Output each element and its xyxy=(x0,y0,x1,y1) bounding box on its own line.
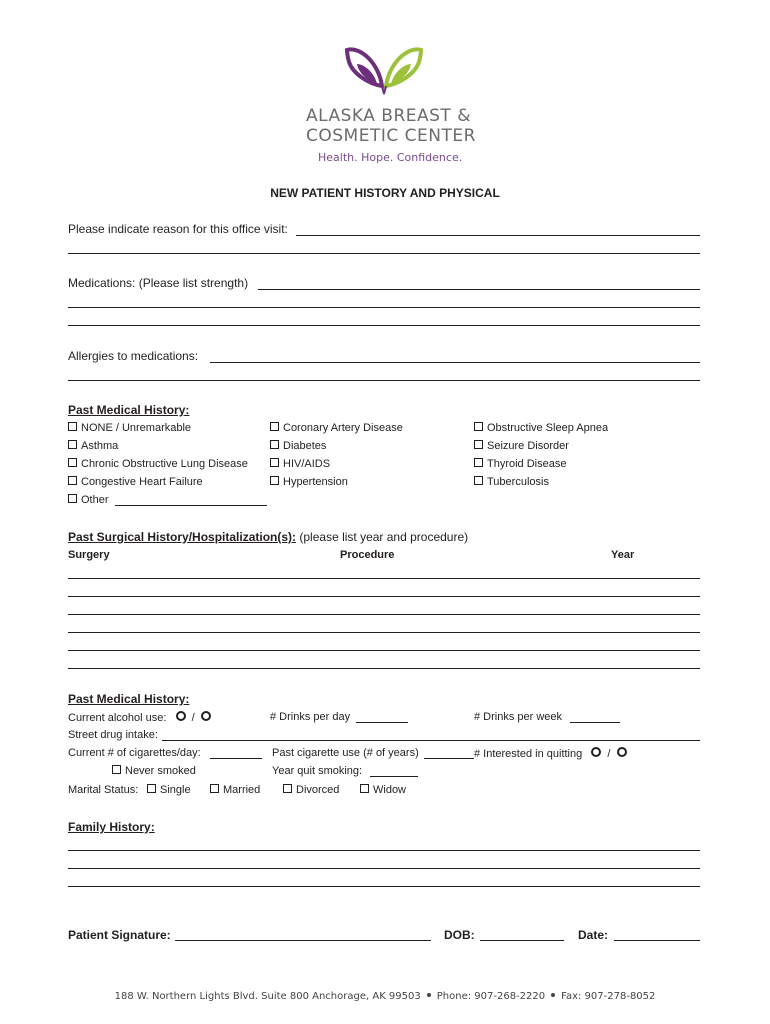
street-drug-label: Street drug intake: xyxy=(68,729,158,741)
quitting-row: # Interested in quitting / xyxy=(474,747,627,760)
signature-label: Patient Signature: xyxy=(68,928,171,942)
condition-diabetes[interactable]: Diabetes xyxy=(270,440,326,452)
date-label: Date: xyxy=(578,928,609,942)
condition-seizure[interactable]: Seizure Disorder xyxy=(474,440,569,452)
checkbox[interactable] xyxy=(360,784,369,793)
surgical-line-2[interactable] xyxy=(68,596,700,597)
footer-fax: Fax: 907-278-8052 xyxy=(561,991,656,1002)
checkbox[interactable] xyxy=(68,422,77,431)
medications-line-2[interactable] xyxy=(68,307,700,308)
condition-hiv[interactable]: HIV/AIDS xyxy=(270,458,330,470)
condition-chf[interactable]: Congestive Heart Failure xyxy=(68,476,203,488)
drinks-day-label: # Drinks per day xyxy=(270,711,351,723)
year-quit-label: Year quit smoking: xyxy=(272,765,363,777)
condition-none[interactable]: NONE / Unremarkable xyxy=(68,422,191,434)
condition-other[interactable]: Other xyxy=(68,494,109,506)
checkbox[interactable] xyxy=(474,476,483,485)
never-smoked[interactable]: Never smoked xyxy=(112,765,196,777)
visit-reason-line[interactable] xyxy=(296,235,700,236)
condition-sleep-apnea[interactable]: Obstructive Sleep Apnea xyxy=(474,422,608,434)
family-line-2[interactable] xyxy=(68,868,700,869)
drinks-day-line[interactable] xyxy=(356,722,408,723)
checkbox[interactable] xyxy=(68,440,77,449)
bullet-icon xyxy=(427,993,431,997)
checkbox[interactable] xyxy=(474,458,483,467)
marital-widow[interactable]: Widow xyxy=(360,784,406,796)
drinks-week-line[interactable] xyxy=(570,722,620,723)
visit-reason-label: Please indicate reason for this office visit: xyxy=(68,222,288,236)
checkbox[interactable] xyxy=(270,476,279,485)
footer-phone: Phone: 907-268-2220 xyxy=(436,991,546,1002)
marital-single[interactable]: Single xyxy=(147,784,191,796)
logo-line1: ALASKA BREAST & xyxy=(306,106,471,126)
past-medical-heading: Past Medical History: xyxy=(68,403,190,417)
dob-label: DOB: xyxy=(444,928,475,942)
surgical-line-3[interactable] xyxy=(68,614,700,615)
past-cigarettes-label: Past cigarette use (# of years) xyxy=(272,747,419,759)
alcohol-yes-radio[interactable] xyxy=(176,711,186,721)
surgical-line-5[interactable] xyxy=(68,650,700,651)
checkbox[interactable] xyxy=(147,784,156,793)
condition-thyroid[interactable]: Thyroid Disease xyxy=(474,458,566,470)
checkbox[interactable] xyxy=(68,458,77,467)
alcohol-no-radio[interactable] xyxy=(201,711,211,721)
condition-hypertension[interactable]: Hypertension xyxy=(270,476,348,488)
visit-reason-line-2[interactable] xyxy=(68,253,700,254)
social-heading: Past Medical History: xyxy=(68,692,190,706)
checkbox[interactable] xyxy=(68,494,77,503)
allergies-line-2[interactable] xyxy=(68,380,700,381)
surgical-heading: Past Surgical History/Hospitalization(s): xyxy=(68,530,297,544)
checkbox[interactable] xyxy=(68,476,77,485)
date-line[interactable] xyxy=(614,940,700,941)
checkbox[interactable] xyxy=(474,422,483,431)
page-title: NEW PATIENT HISTORY AND PHYSICAL xyxy=(270,186,500,200)
family-heading: Family History: xyxy=(68,820,155,834)
logo-line2: COSMETIC CENTER xyxy=(306,126,476,146)
checkbox[interactable] xyxy=(474,440,483,449)
butterfly-logo-icon xyxy=(343,44,425,96)
condition-asthma[interactable]: Asthma xyxy=(68,440,118,452)
alcohol-row: Current alcohol use: / xyxy=(68,711,211,724)
drinks-week-label: # Drinks per week xyxy=(474,711,563,723)
condition-cad[interactable]: Coronary Artery Disease xyxy=(270,422,403,434)
surgical-line-1[interactable] xyxy=(68,578,700,579)
footer xyxy=(0,991,770,1002)
col-surgery: Surgery xyxy=(68,549,110,561)
medications-line[interactable] xyxy=(258,289,700,290)
checkbox[interactable] xyxy=(270,440,279,449)
condition-copd[interactable]: Chronic Obstructive Lung Disease xyxy=(68,458,248,470)
quitting-yes-radio[interactable] xyxy=(591,747,601,757)
family-line-1[interactable] xyxy=(68,850,700,851)
quitting-no-radio[interactable] xyxy=(617,747,627,757)
bullet-icon xyxy=(551,993,555,997)
col-procedure: Procedure xyxy=(340,549,395,561)
dob-line[interactable] xyxy=(480,940,564,941)
marital-married[interactable]: Married xyxy=(210,784,260,796)
past-cigarettes-line[interactable] xyxy=(424,758,474,759)
col-year: Year xyxy=(611,549,635,561)
family-line-3[interactable] xyxy=(68,886,700,887)
checkbox[interactable] xyxy=(270,422,279,431)
surgical-heading-row xyxy=(68,530,468,544)
year-quit-line[interactable] xyxy=(370,776,418,777)
checkbox[interactable] xyxy=(112,765,121,774)
street-drug-line[interactable] xyxy=(162,740,700,741)
footer-address: 188 W. Northern Lights Blvd. Suite 800 Anchorage, AK 99503 xyxy=(114,991,421,1002)
cigarettes-line[interactable] xyxy=(210,758,262,759)
medications-label: Medications: (Please list strength) xyxy=(68,276,249,290)
checkbox[interactable] xyxy=(210,784,219,793)
checkbox[interactable] xyxy=(270,458,279,467)
marital-divorced[interactable]: Divorced xyxy=(283,784,339,796)
surgical-line-6[interactable] xyxy=(68,668,700,669)
medications-line-3[interactable] xyxy=(68,325,700,326)
cigarettes-label: Current # of cigarettes/day: xyxy=(68,747,201,759)
signature-line[interactable] xyxy=(175,940,431,941)
logo-tagline: Health. Hope. Confidence. xyxy=(318,151,463,164)
allergies-label: Allergies to medications: xyxy=(68,349,199,363)
checkbox[interactable] xyxy=(283,784,292,793)
surgical-line-4[interactable] xyxy=(68,632,700,633)
marital-label: Marital Status: xyxy=(68,784,139,796)
condition-other-line[interactable] xyxy=(115,505,267,506)
condition-tuberculosis[interactable]: Tuberculosis xyxy=(474,476,549,488)
allergies-line[interactable] xyxy=(210,362,700,363)
surgical-note: (please list year and procedure) xyxy=(299,530,469,544)
